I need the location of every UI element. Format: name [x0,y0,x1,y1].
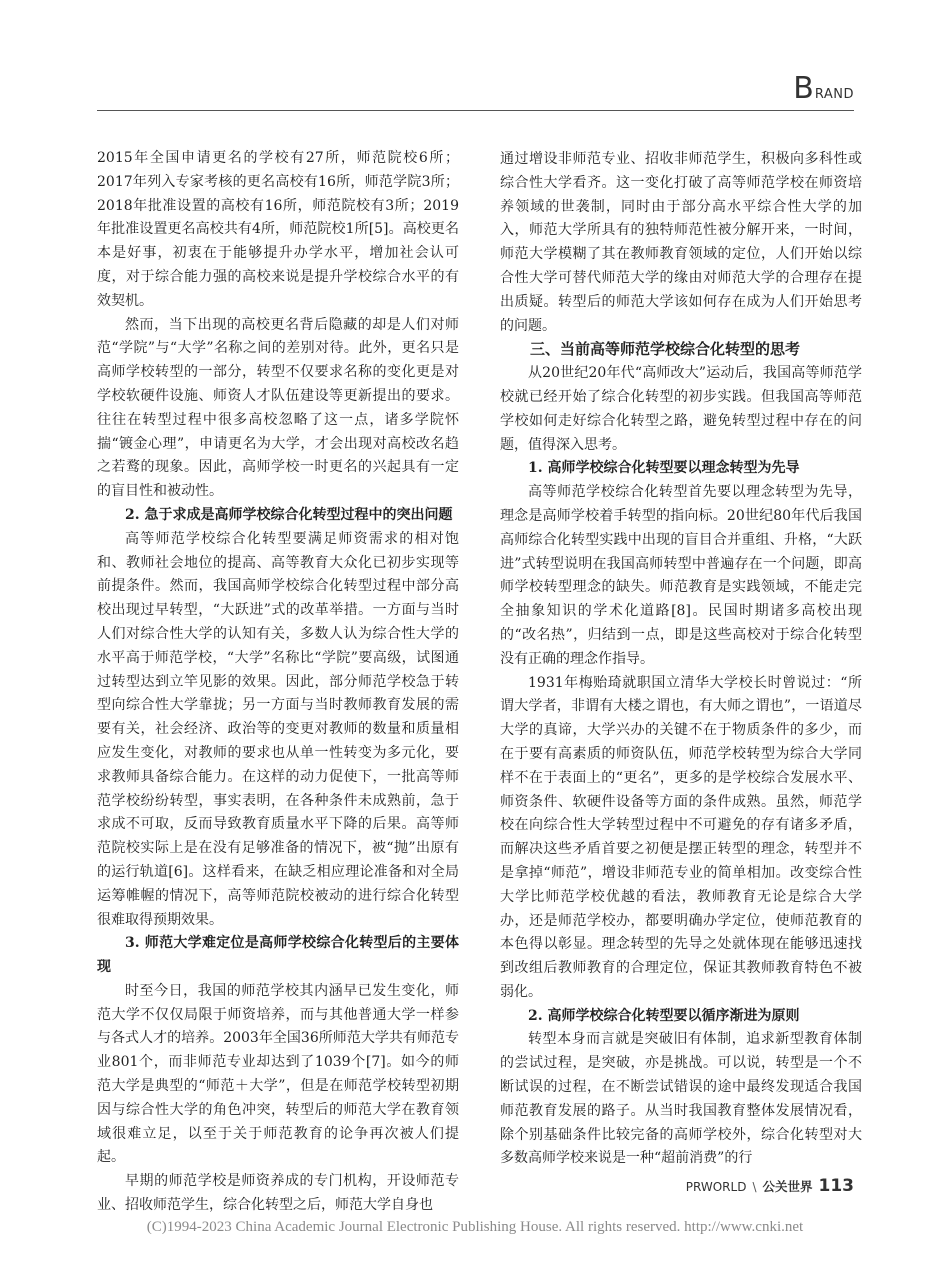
paragraph: 转型本身而言就是突破旧有体制，追求新型教育体制的尝试过程，是突破，亦是挑战。可以说，转型是一个不断试误的过程，在不断尝试错误的途中最终发现适合我国师范教育发展的路子。从当时我国教育整体发展情况看，除个别基础条件比较完备的高师学校外，综合化转型对大多数高师学校来说是一种“超前消费”的行 [500,1031,862,1167]
brand-initial: B [793,71,814,106]
footer-separator: \ [752,1180,757,1194]
page-number: 113 [818,1176,854,1196]
header-rule [97,110,854,111]
left-column [97,147,459,1218]
right-column [500,148,862,1171]
magazine-name-cn: 公关世界 [762,1179,813,1194]
copyright-notice: (C)1994-2023 China Academic Journal Electronic Publishing House. All rights reserved. http://www.cnki.net [146,1219,804,1235]
paragraph: 1931年梅贻琦就职国立清华大学校长时曾说过：“所谓大学者，非谓有大楼之谓也，有大师之谓也”，一语道尽大学的真谛，大学兴办的关键不在于物质条件的多少，而在于要有高素质的师资队伍，师范学校转型为综合大学同样不在于表面上的“更名”，更多的是学校综合发展水平、师资条件、软硬件设备等方面的条件成熟。虽然，师范学校在向综合性大学转型过程中不可避免的存有诸多矛盾，而解决这些矛盾首要之初便是摆正转型的理念，转型并不是拿掉“师范”，增设非师范专业的简单相加。改变综合性大学比师范学校优越的看法，教师教育无论是综合大学办，还是师范学校办，都要明确办学定位，使师范教育的本色得以彰显。理念转型的先导之处就体现在能够迅速找到改组后教师教育的合理定位，保证其教师教育特色不被弱化。 [500,674,862,1000]
paragraph: 高等师范学校综合化转型首先要以理念转型为先导，理念是高师学校着手转型的指向标。20世纪80年代后我国高师综合化转型实践中出现的盲目合并重组、升格，“大跃进”式转型说明在我国高师转型中普遍存在一个问题，即高师学校转型理念的缺失。师范教育是实践领域，不能走完全抽象知识的学术化道路[8]。民国时期诸多高校出现的“改名热”，归结到一点，即是这些高校对于综合化转型没有正确的理念作指导。 [500,484,862,667]
paragraph: 然而，当下出现的高校更名背后隐藏的却是人们对师范“学院”与“大学”名称之间的差别对待。此外，更名只是高师学校转型的一部分，转型不仅要求名称的变化更是对学校软硬件设施、师资人才队伍建设等更新提出的要求。往往在转型过程中很多高校忽略了这一点，诸多学院怀揣“镀金心理”，申请更名为大学，才会出现对高校改名趋之若鹜的现象。因此，高师学校一时更名的兴起具有一定的盲目性和被动性。 [97,316,459,500]
paragraph: 早期的师范学校是师资养成的专门机构，开设师范专业、招收师范学生，综合化转型之后，师范大学自身也 [97,1173,459,1214]
paragraph: 2015年全国申请更名的学校有27所，师范院校6所；2017年列入专家考核的更名高校有16所，师范学院3所；2018年批准设置的高校有16所，师范院校有3所；2019年批准设置更名高校共有4所，师范院校1所[5]。高校更名本是好事，初衷在于能够提升办学水平，增加社会认可度，对于综合能力强的高校来说是提升学校综合水平的有效契机。 [97,150,459,309]
section-heading: 2. 高师学校综合化转型要以循序渐进为原则 [528,1007,800,1024]
brand-logo [793,71,854,106]
paragraph: 时至今日，我国的师范学校其内涵早已发生变化，师范大学不仅仅局限于师资培养，而与其他普通大学一样参与各式人才的培养。2003年全国36所师范大学共有师范专业801个，而非师范专业却达到了1039个[7]。如今的师范大学是典型的“师范＋大学”，但是在师范学校转型初期因与综合性大学的角色冲突，转型后的师范大学在教育领域很难立足，以至于关于师范教育的论争再次被人们提起。 [97,982,459,1166]
section-heading: 三、当前高等师范学校综合化转型的思考 [530,340,801,359]
page-footer [686,1176,854,1196]
paragraph: 从20世纪20年代“高师改大”运动后，我国高等师范学校就已经开始了综合化转型的初步实践。但我国高等师范学校如何走好综合化转型之路，避免转型过程中存在的问题，值得深入思考。 [500,365,862,453]
paragraph: 高等师范学校综合化转型要满足师资需求的相对饱和、教师社会地位的提高、高等教育大众化已初步实现等前提条件。然而，我国高师学校综合化转型过程中部分高校出现过早转型，“大跃进”式的改革举措。一方面与当时人们对综合性大学的认知有关，多数人认为综合性大学的水平高于师范学校，“大学”名称比“学院”要高级，试图通过转型达到立竿见影的效果。因此，部分师范学校急于转型向综合性大学靠拢；另一方面与当时教师教育发展的需要有关，社会经济、政治等的变更对教师的数量和质量相应发生变化，对教师的要求也从单一性转变为多元化，要求教师具备综合能力。在这样的动力促使下，一批高等师范学校纷纷转型，事实表明，在各种条件未成熟前，急于求成不可取，反而导致教育质量水平下降的后果。高等师范院校实际上是在没有足够准备的情况下，被“抛”出原有的运行轨道[6]。这样看来，在缺乏相应理论准备和对全局运筹帷幄的情况下，高等师范院校被动的进行综合化转型很难取得预期效果。 [97,530,459,928]
magazine-name-en: PRWORLD [685,1180,747,1194]
section-heading: 3. 师范大学难定位是高师学校综合化转型后的主要体现 [97,935,459,976]
paragraph: 通过增设非师范专业、招收非师范学生，积极向多科性或综合性大学看齐。这一变化打破了高等师范学校在师资培养领域的世袭制，同时由于部分高水平综合性大学的加入，师范大学所具有的独特师范性被分解开来，一时间，师范大学模糊了其在教师教育领域的定位，人们开始以综合性大学可替代师范大学的缘由对师范大学的合理存在提出质疑。转型后的师范大学该如何存在成为人们开始思考的问题。 [500,151,862,334]
section-heading: 2. 急于求成是高师学校综合化转型过程中的突出问题 [125,506,453,523]
brand-word: RAND [814,87,854,102]
section-heading: 1. 高师学校综合化转型要以理念转型为先导 [528,460,800,477]
